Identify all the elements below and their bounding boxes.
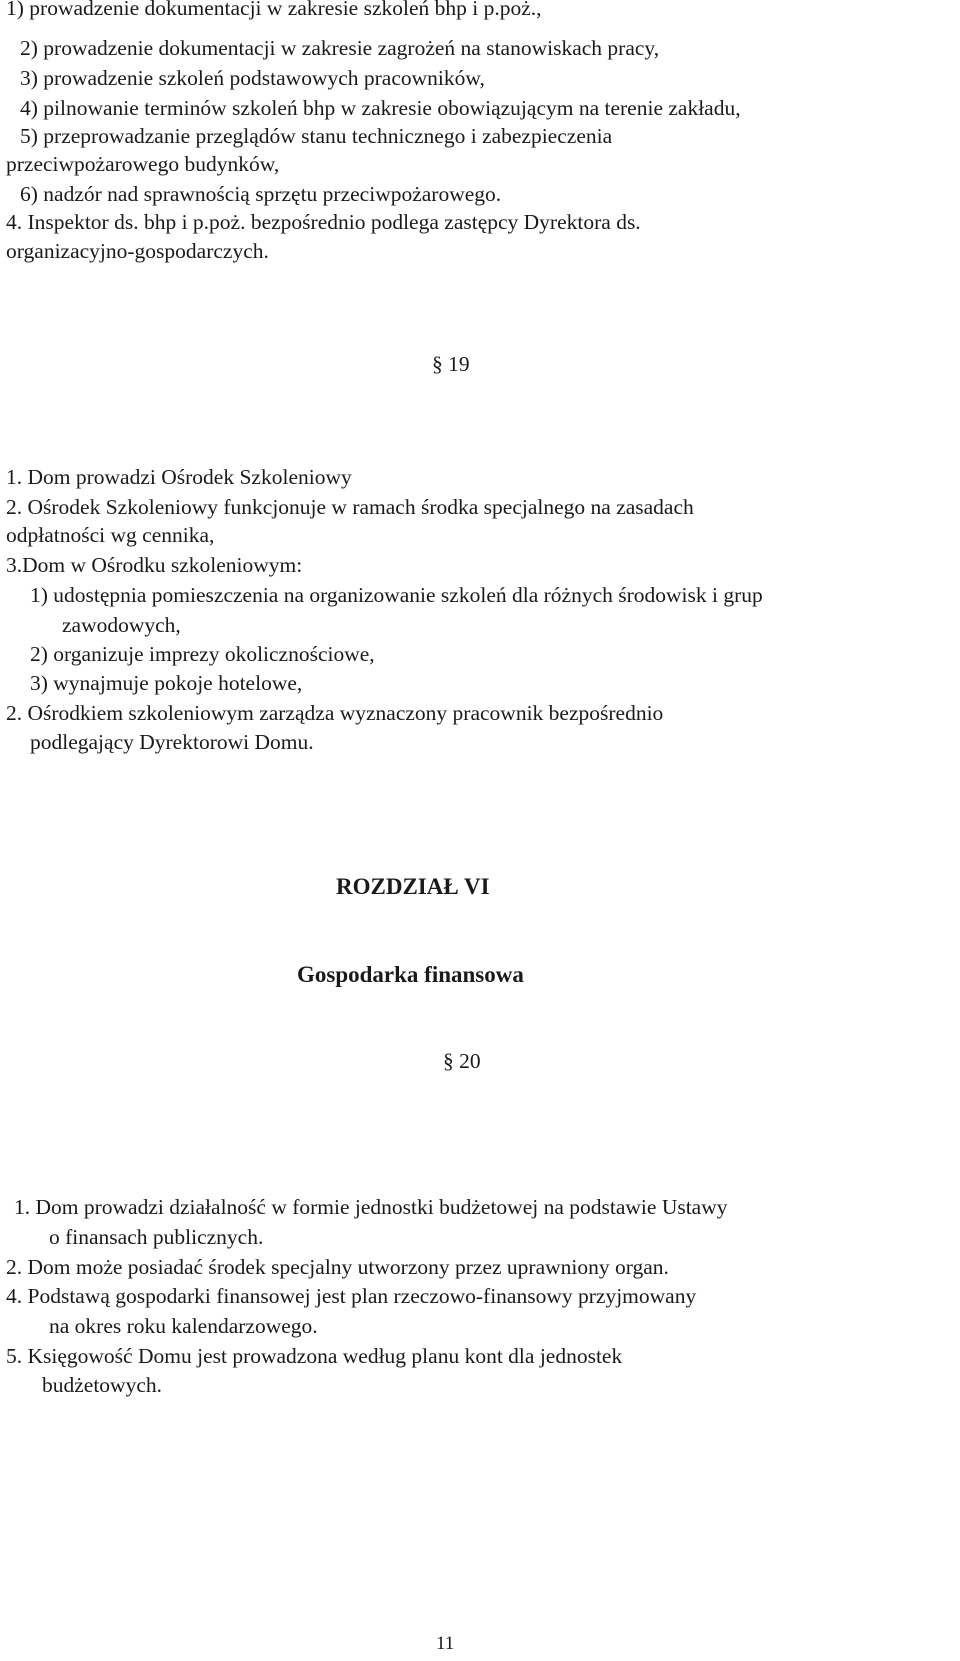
list-item: 2) organizuje imprezy okolicznościowe, (30, 642, 375, 666)
paragraph: 2. Ośrodkiem szkoleniowym zarządza wyznaczony pracownik bezpośrednio (6, 701, 664, 725)
paragraph: 2. Ośrodek Szkoleniowy funkcjonuje w ramach środka specjalnego na zasadach (6, 495, 694, 519)
paragraph: 2. Dom może posiadać środek specjalny utworzony przez uprawniony organ. (6, 1255, 669, 1279)
paragraph: 3.Dom w Ośrodku szkoleniowym: (6, 553, 303, 577)
paragraph-continuation: odpłatności wg cennika, (6, 523, 215, 547)
page-number: 11 (436, 1633, 455, 1654)
paragraph: 4. Podstawą gospodarki finansowej jest plan rzeczowo-finansowy przyjmowany (6, 1284, 697, 1308)
list-item: 1) udostępnia pomieszczenia na organizowanie szkoleń dla różnych środowisk i grup (30, 583, 763, 607)
paragraph: 1. Dom prowadzi działalność w formie jednostki budżetowej na podstawie Ustawy (14, 1195, 728, 1219)
list-item: 3) wynajmuje pokoje hotelowe, (30, 671, 303, 695)
paragraph-continuation: organizacyjno-gospodarczych. (6, 239, 269, 263)
list-item: 2) prowadzenie dokumentacji w zakresie zagrożeń na stanowiskach pracy, (20, 36, 660, 60)
list-item: 5) przeprowadzanie przeglądów stanu technicznego i zabezpieczenia (20, 124, 613, 148)
paragraph-continuation: o finansach publicznych. (49, 1225, 264, 1249)
paragraph-continuation: budżetowych. (42, 1373, 163, 1397)
list-item-continuation: zawodowych, (62, 613, 181, 637)
chapter-title: ROZDZIAŁ VI (336, 874, 490, 899)
list-item: 1) prowadzenie dokumentacji w zakresie szkoleń bhp i p.poż., (6, 0, 542, 20)
paragraph-continuation: podlegający Dyrektorowi Domu. (30, 730, 314, 754)
section-heading: § 20 (443, 1049, 481, 1073)
list-item: 4) pilnowanie terminów szkoleń bhp w zakresie obowiązującym na terenie zakładu, (20, 96, 741, 120)
list-item: 6) nadzór nad sprawnością sprzętu przeciwpożarowego. (20, 182, 502, 206)
section-heading: § 19 (432, 352, 470, 376)
list-item: 3) prowadzenie szkoleń podstawowych pracowników, (20, 66, 485, 90)
paragraph-continuation: na okres roku kalendarzowego. (49, 1314, 318, 1338)
paragraph: 5. Księgowość Domu jest prowadzona według planu kont dla jednostek (6, 1344, 623, 1368)
chapter-subtitle: Gospodarka finansowa (297, 962, 524, 987)
paragraph: 4. Inspektor ds. bhp i p.poż. bezpośrednio podlega zastępcy Dyrektora ds. (6, 210, 641, 234)
paragraph: 1. Dom prowadzi Ośrodek Szkoleniowy (6, 465, 352, 489)
list-item-continuation: przeciwpożarowego budynków, (6, 152, 280, 176)
